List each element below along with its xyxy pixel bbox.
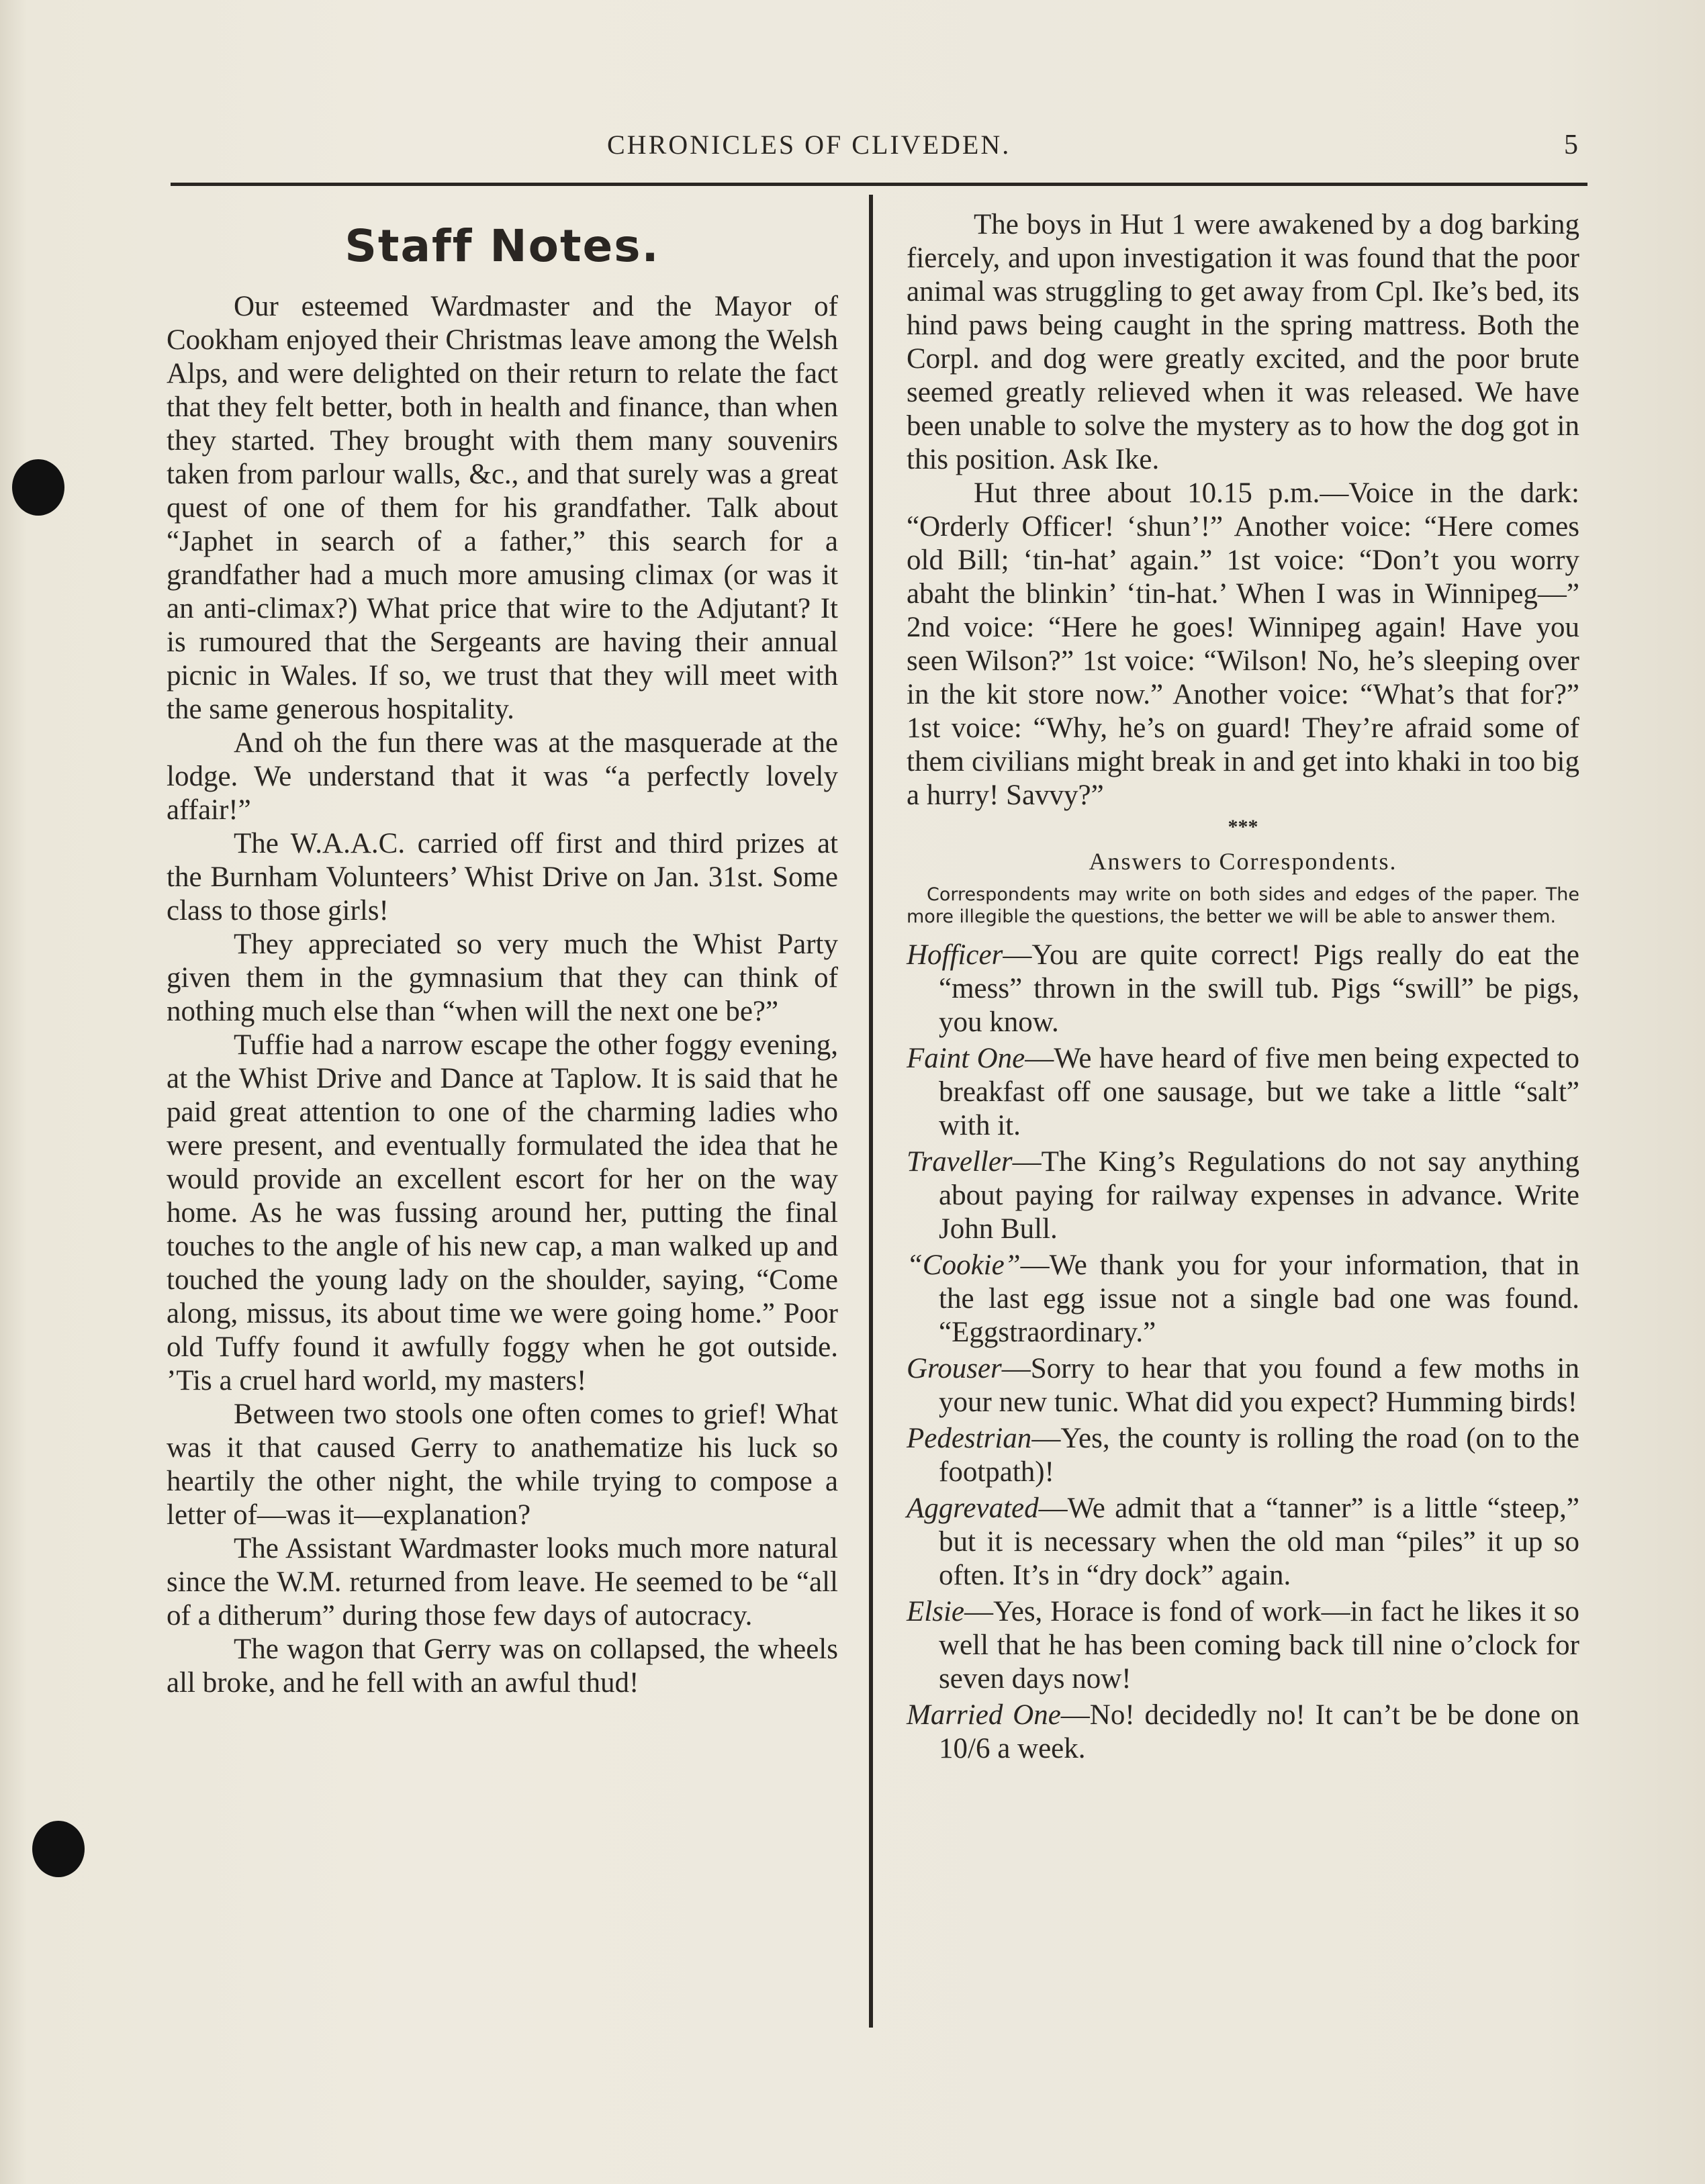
left-column	[167, 208, 838, 1700]
page-number: 5	[1564, 130, 1578, 160]
answer-item: Grouser—Sorry to hear that you found a few moths in your new tunic. What did you expect? Humming birds!	[907, 1353, 1579, 1418]
answer-item: Traveller—The King’s Regulations do not say anything about paying for railway expenses in advance. Write John Bull.	[907, 1146, 1579, 1245]
section-separator: ***	[1228, 816, 1258, 838]
answer-text: You are quite correct! Pigs really do eat the “mess” thrown in the swill tub. Pigs “swill” be pigs, you know.	[939, 939, 1579, 1038]
answer-text: We have heard of five men being expected to breakfast off one sausage, but we take a little “salt” with it.	[939, 1043, 1579, 1141]
answer-item: Married One—No! decidedly no! It can’t be be done on 10/6 a week.	[907, 1699, 1579, 1764]
answer-text: We admit that a “tanner” is a little “steep,” but it is necessary when the old man “piles” it up so often. It’s in “dry dock” again.	[939, 1492, 1579, 1591]
paragraph: Hut three about 10.15 p.m.—Voice in the dark: “Orderly Officer! ‘shun’!” Another voice: “Here comes old Bill; ‘tin-hat’ again.” 1st voice: “Don’t you worry abaht the blinkin’ ‘tin-hat.’ When I was in Winnipeg—” 2nd voice: “Here he goes! Winnipeg again! Have you seen Wilson?” 1st voice: “Wilson! No, he’s sleeping over in the kit store now.” Another voice: “What’s that for?” 1st voice: “Why, he’s on guard! They’re afraid some of them civilians might break in and get into khaki in too big a hurry! Savvy?”	[907, 477, 1579, 811]
answer-item: Hofficer—You are quite correct! Pigs really do eat the “mess” thrown in the swill tub. Pigs “swill” be pigs, you know.	[907, 939, 1579, 1038]
answer-text: Yes, the county is rolling the road (on to the footpath)!	[939, 1423, 1579, 1488]
correspondent-name: Aggrevated	[907, 1492, 1039, 1524]
answer-text: We thank you for your information, that in the last egg issue not a single bad one was found. “Eggstraordinary.”	[939, 1249, 1579, 1348]
answer-item: Aggrevated—We admit that a “tanner” is a little “steep,” but it is necessary when the old man “piles” it up so often. It’s in “dry dock” again.	[907, 1492, 1579, 1591]
answer-text: Sorry to hear that you found a few moths in your new tunic. What did you expect? Humming birds!	[939, 1353, 1579, 1418]
paragraph: Tuffie had a narrow escape the other foggy evening, at the Whist Drive and Dance at Taplow. It is said that he paid great attention to one of the charming ladies who were present, and eventually formulated the idea that he would provide an excellent escort for her on the way home. As he was fussing around her, putting the final touches to the angle of his new cap, a man walked up and touched the young lady on the shoulder, saying, “Come along, missus, its about time we were going home.” Poor old Tuffy found it awfully foggy when he got outside. ’Tis a cruel hard world, my masters!	[167, 1029, 838, 1396]
paragraph: The boys in Hut 1 were awakened by a dog barking fiercely, and upon investigation it was found that the poor animal was struggling to get away from Cpl. Ike’s bed, its hind paws being caught in the spring mattress. Both the Corpl. and dog were greatly excited, and the poor brute seemed greatly relieved when it was released. We have been unable to solve the mystery as to how the dog got in this position. Ask Ike.	[907, 209, 1579, 475]
paragraph: Our esteemed Wardmaster and the Mayor of Cookham enjoyed their Christmas leave among the Welsh Alps, and were delighted on their return to relate the fact that they felt better, both in health and finance, than when they started. They brought with them many souvenirs taken from parlour walls, &c., and that surely was a great quest of one of them for his grandfather. Talk about “Japhet in search of a father,” this search for a grandfather had a much more amusing climax (or was it an anti-climax?) What price that wire to the Adjutant? It is rumoured that the Sergeants are having their annual picnic in Wales. If so, we trust that they will meet with the same generous hospitality.	[167, 291, 838, 725]
correspondent-name: Pedestrian	[907, 1423, 1032, 1454]
answer-text: The King’s Regulations do not say anything about paying for railway expenses in advance. Write John Bull.	[939, 1146, 1579, 1245]
answers-note: Correspondents may write on both sides and edges of the paper. The more illegible the questions, the better we will be able to answer them.	[907, 884, 1579, 927]
answer-text: No! decidedly no! It can’t be be done on 10/6 a week.	[939, 1699, 1579, 1764]
paragraph: The Assistant Wardmaster looks much more natural since the W.M. returned from leave. He seemed to be “all of a ditherum” during those few days of autocracy.	[167, 1533, 838, 1631]
header-title: CHRONICLES OF CLIVEDEN.	[607, 130, 1011, 160]
paragraph: The W.A.A.C. carried off first and third prizes at the Burnham Volunteers’ Whist Drive on Jan. 31st. Some class to those girls!	[167, 828, 838, 927]
correspondent-name: “Cookie”	[907, 1249, 1021, 1281]
answer-item: “Cookie”—We thank you for your information, that in the last egg issue not a single bad one was found. “Eggstraordinary.”	[907, 1249, 1579, 1348]
correspondent-name: Traveller	[907, 1146, 1013, 1178]
paragraph: Between two stools one often comes to grief! What was it that caused Gerry to anathematize his luck so heartily the other night, the while trying to compose a letter of—was it—explanation?	[167, 1398, 838, 1531]
paragraph: The wagon that Gerry was on collapsed, the wheels all broke, and he fell with an awful thud!	[167, 1633, 838, 1699]
correspondent-name: Married One	[907, 1699, 1061, 1731]
running-header	[171, 129, 1587, 176]
correspondent-name: Hofficer	[907, 939, 1003, 971]
punch-hole	[12, 459, 64, 516]
right-column	[907, 208, 1579, 1768]
section-title: Staff Notes.	[344, 220, 660, 272]
paragraph: They appreciated so very much the Whist Party given them in the gymnasium that they can think of nothing much else than “when will the next one be?”	[167, 929, 838, 1027]
paragraph: And oh the fun there was at the masquerade at the lodge. We understand that it was “a perfectly lovely affair!”	[167, 727, 838, 826]
answer-item: Faint One—We have heard of five men being expected to breakfast off one sausage, but we take a little “salt” with it.	[907, 1043, 1579, 1141]
correspondent-name: Faint One	[907, 1043, 1025, 1074]
column-divider	[869, 195, 873, 2028]
answer-text: Yes, Horace is fond of work—in fact he likes it so well that he has been coming back till nine o’clock for seven days now!	[939, 1596, 1579, 1695]
answer-item: Pedestrian—Yes, the county is rolling the road (on to the footpath)!	[907, 1423, 1579, 1488]
header-rule	[171, 183, 1587, 186]
answers-heading: Answers to Correspondents.	[1089, 848, 1397, 875]
correspondent-name: Elsie	[907, 1596, 964, 1627]
punch-hole	[32, 1821, 85, 1877]
answer-item: Elsie—Yes, Horace is fond of work—in fact he likes it so well that he has been coming back till nine o’clock for seven days now!	[907, 1596, 1579, 1695]
correspondent-name: Grouser	[907, 1353, 1002, 1384]
